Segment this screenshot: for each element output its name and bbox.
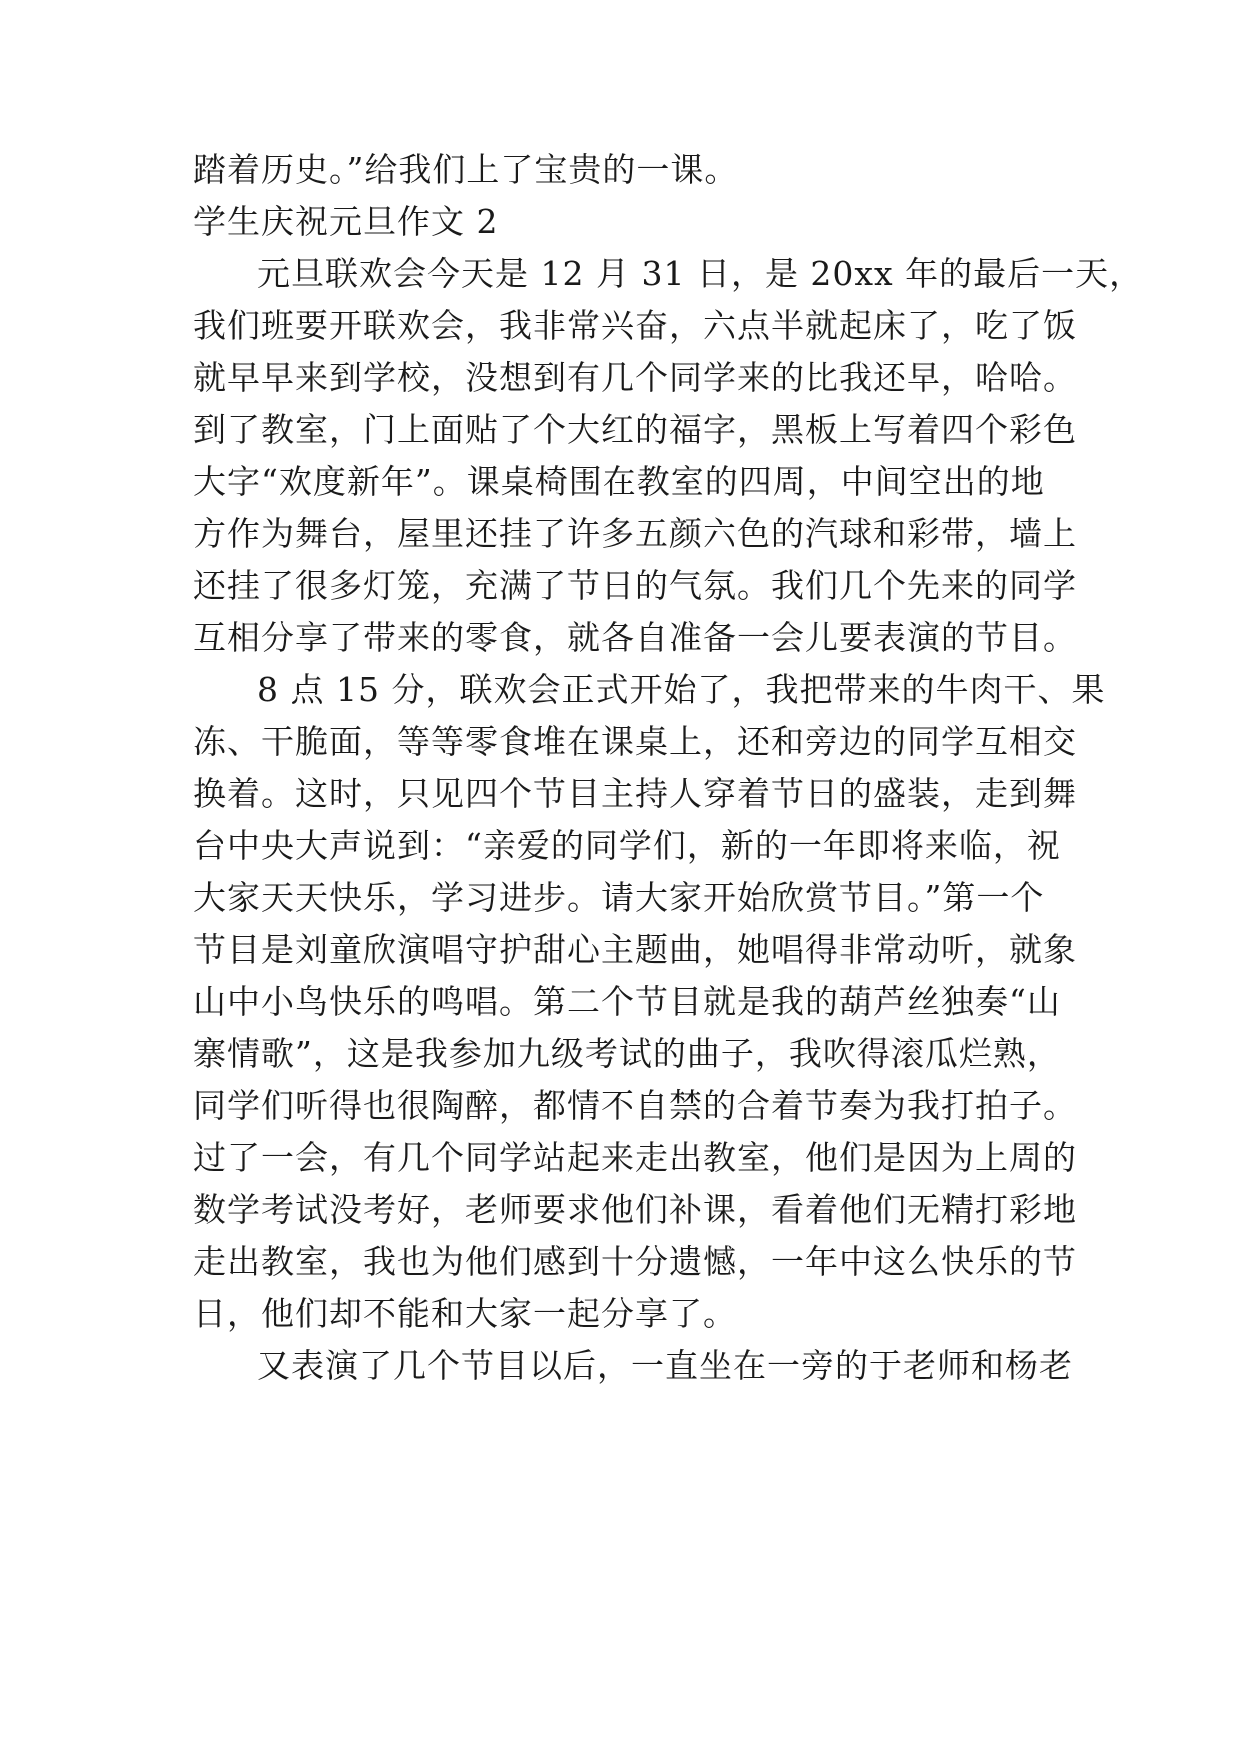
paragraph-line: 节目是刘童欣演唱守护甜心主题曲，她唱得非常动听，就象 xyxy=(193,930,1077,969)
paragraph-line: 又表演了几个节目以后，一直坐在一旁的于老师和杨老 xyxy=(257,1346,1073,1385)
paragraph-line: 寨情歌”，这是我参加九级考试的曲子，我吹得滚瓜烂熟， xyxy=(193,1034,1061,1073)
paragraph-line: 大家天天快乐，学习进步。请大家开始欣赏节目。”第一个 xyxy=(193,878,1045,917)
paragraph-line: 日，他们却不能和大家一起分享了。 xyxy=(193,1294,737,1333)
paragraph-line: 元旦联欢会今天是 12 月 31 日，是 20xx 年的最后一天， xyxy=(257,254,1144,293)
carryover-line: 踏着历史。”给我们上了宝贵的一课。 xyxy=(193,150,739,189)
paragraph-line: 互相分享了带来的零食，就各自准备一会儿要表演的节目。 xyxy=(193,618,1077,657)
paragraph-line: 方作为舞台，屋里还挂了许多五颜六色的汽球和彩带，墙上 xyxy=(193,514,1077,553)
paragraph-line: 8 点 15 分，联欢会正式开始了，我把带来的牛肉干、果 xyxy=(257,670,1106,709)
paragraph-line: 还挂了很多灯笼，充满了节日的气氛。我们几个先来的同学 xyxy=(193,566,1077,605)
paragraph-line: 冻、干脆面，等等零食堆在课桌上，还和旁边的同学互相交 xyxy=(193,722,1077,761)
paragraph-line: 台中央大声说到：“亲爱的同学们，新的一年即将来临，祝 xyxy=(193,826,1061,865)
paragraph-line: 换着。这时，只见四个节目主持人穿着节日的盛装，走到舞 xyxy=(193,774,1077,813)
paragraph-line: 走出教室，我也为他们感到十分遗憾，一年中这么快乐的节 xyxy=(193,1242,1077,1281)
paragraph-line: 过了一会，有几个同学站起来走出教室，他们是因为上周的 xyxy=(193,1138,1077,1177)
paragraph-line: 我们班要开联欢会，我非常兴奋，六点半就起床了，吃了饭 xyxy=(193,306,1077,345)
paragraph-line: 数学考试没考好，老师要求他们补课，看着他们无精打彩地 xyxy=(193,1190,1077,1229)
paragraph-line: 同学们听得也很陶醉，都情不自禁的合着节奏为我打拍子。 xyxy=(193,1086,1077,1125)
paragraph-line: 大字“欢度新年”。课桌椅围在教室的四周，中间空出的地 xyxy=(193,462,1045,501)
paragraph-line: 到了教室，门上面贴了个大红的福字，黑板上写着四个彩色 xyxy=(193,410,1077,449)
section-title: 学生庆祝元旦作文 2 xyxy=(193,202,499,241)
paragraph-line: 山中小鸟快乐的鸣唱。第二个节目就是我的葫芦丝独奏“山 xyxy=(193,982,1061,1021)
paragraph-line: 就早早来到学校，没想到有几个同学来的比我还早，哈哈。 xyxy=(193,358,1077,397)
